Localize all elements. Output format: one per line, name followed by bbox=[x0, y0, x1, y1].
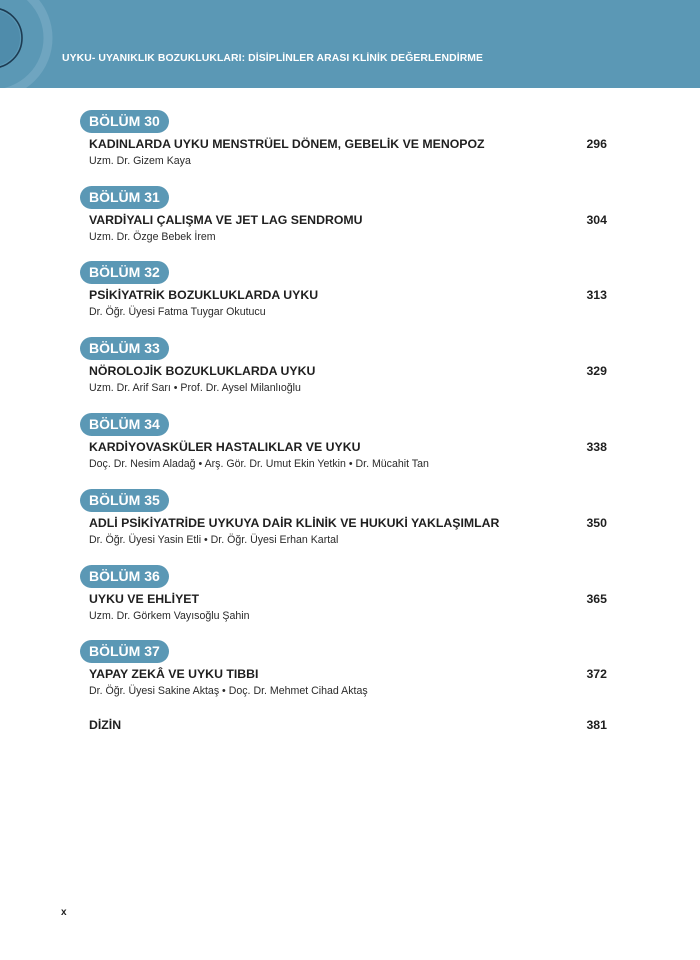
chapter-title[interactable]: PSİKİYATRİK BOZUKLUKLARDA UYKU bbox=[89, 288, 319, 302]
chapter-badge: BÖLÜM 37 bbox=[80, 640, 169, 663]
index-page-number: 381 bbox=[586, 718, 607, 732]
chapter-authors: Doç. Dr. Nesim Aladağ • Arş. Gör. Dr. Umut Ekin Yetkin • Dr. Mücahit Tan bbox=[89, 458, 429, 470]
index-entry[interactable] bbox=[0, 718, 700, 736]
chapter-title[interactable]: YAPAY ZEKÂ VE UYKU TIBBI bbox=[89, 667, 259, 681]
chapter-badge: BÖLÜM 31 bbox=[80, 186, 169, 209]
chapter-entry[interactable] bbox=[0, 261, 700, 331]
chapter-authors: Dr. Öğr. Üyesi Sakine Aktaş • Doç. Dr. Mehmet Cihad Aktaş bbox=[89, 685, 368, 697]
chapter-badge: BÖLÜM 36 bbox=[80, 565, 169, 588]
chapter-authors: Dr. Öğr. Üyesi Yasin Etli • Dr. Öğr. Üyesi Erhan Kartal bbox=[89, 534, 339, 546]
chapter-badge: BÖLÜM 35 bbox=[80, 489, 169, 512]
chapter-entry[interactable] bbox=[0, 186, 700, 256]
chapter-authors: Uzm. Dr. Gizem Kaya bbox=[89, 155, 191, 167]
chapter-badge: BÖLÜM 34 bbox=[80, 413, 169, 436]
chapter-authors: Uzm. Dr. Görkem Vayısoğlu Şahin bbox=[89, 610, 250, 622]
chapter-entry[interactable] bbox=[0, 489, 700, 559]
chapter-entry[interactable] bbox=[0, 640, 700, 710]
chapter-page-number: 313 bbox=[586, 288, 607, 302]
chapter-entry[interactable] bbox=[0, 565, 700, 635]
chapter-entry[interactable] bbox=[0, 337, 700, 407]
chapter-authors: Uzm. Dr. Özge Bebek İrem bbox=[89, 231, 216, 243]
chapter-page-number: 329 bbox=[586, 364, 607, 378]
chapter-authors: Dr. Öğr. Üyesi Fatma Tuygar Okutucu bbox=[89, 306, 266, 318]
chapter-authors: Uzm. Dr. Arif Sarı • Prof. Dr. Aysel Milanlıoğlu bbox=[89, 382, 301, 394]
chapter-badge: BÖLÜM 33 bbox=[80, 337, 169, 360]
chapter-entry[interactable] bbox=[0, 110, 700, 180]
chapter-entry[interactable] bbox=[0, 413, 700, 483]
header-title: UYKU- UYANIKLIK BOZUKLUKLARI: DİSİPLİNLER ARASI KLİNİK DEĞERLENDİRME bbox=[62, 53, 484, 64]
chapter-title[interactable]: NÖROLOJİK BOZUKLUKLARDA UYKU bbox=[89, 364, 316, 378]
index-label[interactable]: DİZİN bbox=[89, 718, 122, 732]
chapter-title[interactable]: ADLİ PSİKİYATRİDE UYKUYA DAİR KLİNİK VE HUKUKİ YAKLAŞIMLAR bbox=[89, 516, 500, 530]
chapter-page-number: 304 bbox=[586, 213, 607, 227]
chapter-page-number: 296 bbox=[586, 137, 607, 151]
chapter-title[interactable]: VARDİYALI ÇALIŞMA VE JET LAG SENDROMU bbox=[89, 213, 363, 227]
chapter-page-number: 372 bbox=[586, 667, 607, 681]
chapter-title[interactable]: KADINLARDA UYKU MENSTRÜEL DÖNEM, GEBELİK VE MENOPOZ bbox=[89, 137, 485, 151]
chapter-badge: BÖLÜM 30 bbox=[80, 110, 169, 133]
chapter-badge: BÖLÜM 32 bbox=[80, 261, 169, 284]
chapter-title[interactable]: KARDİYOVASKÜLER HASTALIKLAR VE UYKU bbox=[89, 440, 361, 454]
page-number: x bbox=[61, 907, 67, 918]
chapter-title[interactable]: UYKU VE EHLİYET bbox=[89, 592, 200, 606]
chapter-page-number: 365 bbox=[586, 592, 607, 606]
chapter-page-number: 338 bbox=[586, 440, 607, 454]
chapter-page-number: 350 bbox=[586, 516, 607, 530]
